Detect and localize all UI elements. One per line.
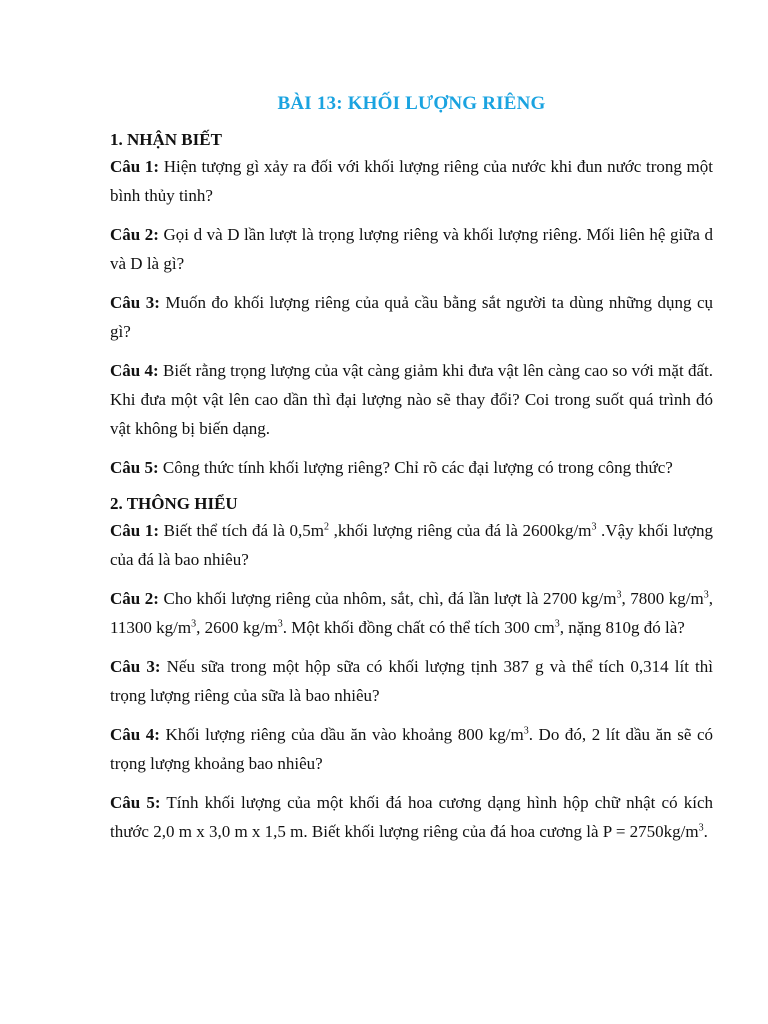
section-heading-nhan-biet: 1. NHẬN BIẾT xyxy=(110,130,222,149)
superscript: 3 xyxy=(191,618,197,630)
superscript: 3 xyxy=(591,521,597,533)
question-label: Câu 2: xyxy=(110,589,159,608)
question-text: Muốn đo khối lượng riêng của quả cầu bằng sắt người ta dùng những dụng cụ gì? xyxy=(110,293,714,341)
superscript: 3 xyxy=(616,589,622,601)
question-text-part: Cho khối lượng riêng của nhôm, sắt, chì, đá lần lượt là 2700 kg/m xyxy=(163,589,617,608)
question-label: Câu 5: xyxy=(110,458,159,477)
question-text-part: .Vậy khối lượng của đá là bao nhiêu? xyxy=(110,521,713,569)
document-page xyxy=(110,90,713,856)
superscript: 3 xyxy=(703,589,709,601)
question-text-part: , 2600 kg/m xyxy=(196,618,278,637)
page-title: BÀI 13: KHỐI LƯỢNG RIÊNG xyxy=(277,93,546,114)
question-text-part: , 7800 kg/m xyxy=(621,589,704,608)
question-1-2 xyxy=(110,220,713,278)
question-1-1 xyxy=(110,152,713,210)
question-2-3 xyxy=(110,652,713,710)
superscript: 3 xyxy=(698,822,704,834)
question-text-part: . xyxy=(703,822,708,841)
question-2-4 xyxy=(110,720,713,778)
question-label: Câu 4: xyxy=(110,361,159,380)
question-text-part: ,khối lượng riêng của đá là 2600kg/m xyxy=(329,521,592,540)
question-text-part: . Một khối đồng chất có thể tích 300 cm xyxy=(282,618,555,637)
question-text-part: , nặng 810g đó là? xyxy=(559,618,685,637)
superscript: 3 xyxy=(523,725,529,737)
question-text-part: . Do đó, 2 lít dầu ăn sẽ có trọng lượng khoảng bao nhiêu? xyxy=(110,725,714,773)
superscript: 2 xyxy=(324,521,330,533)
question-text-part: Tính khối lượng của một khối đá hoa cương dạng hình hộp chữ nhật có kích thước 2,0 m x 3,0 m x 1,5 m. Biết khối lượng riêng của đá hoa cương là P = 2750kg/m xyxy=(110,793,713,841)
question-text: Hiện tượng gì xảy ra đối với khối lượng riêng của nước khi đun nước trong một bình thủy tinh? xyxy=(110,157,713,205)
question-text-part: Khối lượng riêng của dầu ăn vào khoảng 800 kg/m xyxy=(165,725,524,744)
question-label: Câu 2: xyxy=(110,225,159,244)
superscript: 3 xyxy=(277,618,283,630)
question-label: Câu 3: xyxy=(110,657,161,676)
question-2-1 xyxy=(110,516,713,574)
question-text-part: Biết thể tích đá là 0,5m xyxy=(163,521,325,540)
question-text: Công thức tính khối lượng riêng? Chỉ rõ các đại lượng có trong công thức? xyxy=(162,458,673,477)
question-label: Câu 3: xyxy=(110,293,160,312)
question-text: Biết rằng trọng lượng của vật càng giảm khi đưa vật lên càng cao so với mặt đất. Khi đưa một vật lên cao dần thì đại lượng nào sẽ thay đổi? Coi trong suốt quá trình đó vật không bị biến dạng. xyxy=(110,361,713,438)
question-label: Câu 4: xyxy=(110,725,160,744)
superscript: 3 xyxy=(554,618,560,630)
question-1-4 xyxy=(110,356,713,443)
question-2-5 xyxy=(110,788,713,846)
question-text: Nếu sữa trong một hộp sữa có khối lượng tịnh 387 g và thể tích 0,314 lít thì trọng lượng riêng của sữa là bao nhiêu? xyxy=(110,657,713,705)
question-1-3 xyxy=(110,288,713,346)
question-text-part: , 11300 kg/m xyxy=(110,589,713,637)
section-heading-thong-hieu: 2. THÔNG HIỂU xyxy=(110,494,238,513)
question-label: Câu 1: xyxy=(110,521,159,540)
question-2-2 xyxy=(110,584,713,642)
question-label: Câu 1: xyxy=(110,157,160,176)
question-1-5 xyxy=(110,453,713,482)
question-text: Gọi d và D lần lượt là trọng lượng riêng và khối lượng riêng. Mối liên hệ giữa d và D là gì? xyxy=(110,225,713,273)
question-label: Câu 5: xyxy=(110,793,161,812)
